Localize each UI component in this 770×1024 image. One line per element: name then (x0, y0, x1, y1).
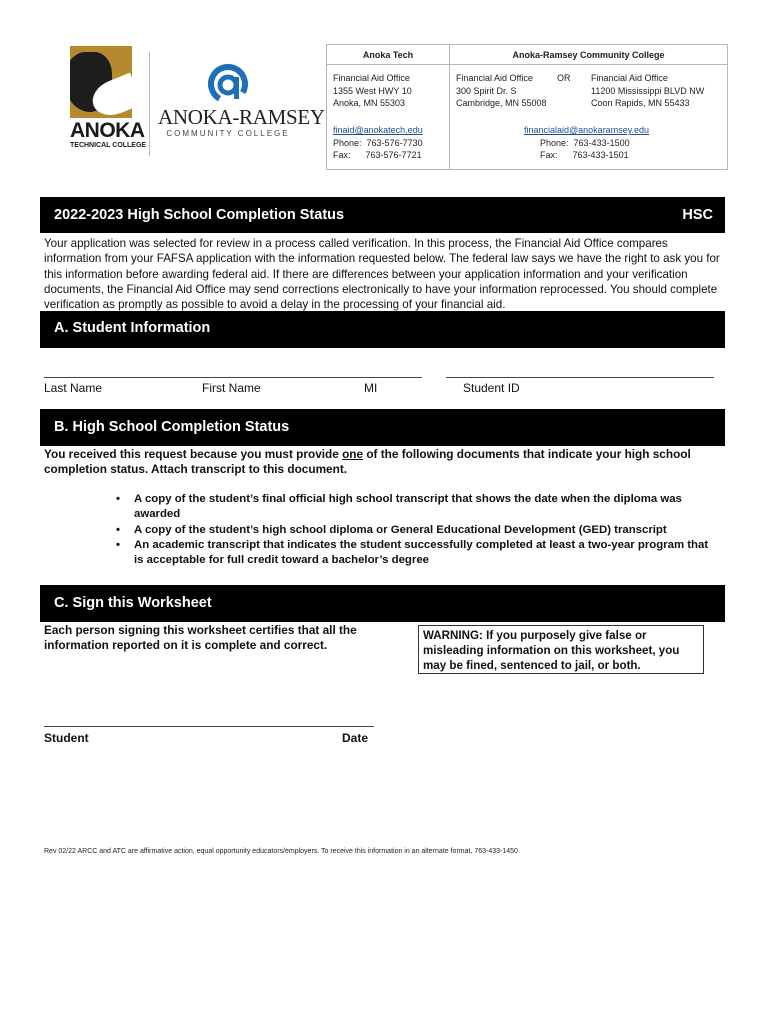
anoka-tech-city: Anoka, MN 55303 (333, 98, 406, 108)
logo-divider (149, 52, 150, 156)
footer-note: Rev 02/22 ARCC and ATC are affirmative action, equal opportunity educators/employers. To receive this information in an alternate format, 763-433-1450 (44, 848, 518, 855)
anoka-tech-office: Financial Aid Office (333, 73, 410, 83)
first-name-label: First Name (202, 381, 261, 395)
section-b-instructions: You received this request because you must provide one of the following documents that indicate your high school completion status. Attach transcript to this document. (44, 447, 691, 477)
anoka-tech-logo (70, 46, 147, 158)
arcc-reach (524, 124, 649, 162)
student-id-label: Student ID (463, 381, 520, 395)
section-a-header (40, 311, 725, 348)
arcc-heading: Anoka-Ramsey Community College (512, 50, 665, 60)
section-b-title: B. High School Completion Status (54, 419, 290, 435)
contact-table (326, 44, 728, 170)
anoka-tech-phone: Phone: 763-576-7730 (333, 137, 423, 148)
anoka-tech-street: 1355 West HWY 10 (333, 85, 412, 96)
arcc-coon-rapids-address: Financial Aid Office 11200 Mississippi BLVD NW Coon Rapids, MN 55433 (591, 73, 705, 108)
last-name-label: Last Name (44, 381, 103, 395)
anoka-tech-address (333, 72, 412, 110)
list-item: • A copy of the student’s high school diploma or General Educational Development (GED) transcript (116, 523, 667, 536)
anoka-tech-reach (333, 124, 423, 162)
page-title: 2022-2023 High School Completion Status (54, 207, 345, 223)
arcc-contact (450, 45, 727, 169)
mi-label: MI (364, 381, 378, 395)
section-c-header (40, 585, 725, 622)
arcc-logo-sub: COMMUNITY COLLEGE (166, 129, 290, 138)
section-a-title: A. Student Information (54, 320, 211, 336)
anoka-ramsey-logo (158, 64, 325, 144)
anoka-tech-heading: Anoka Tech (362, 50, 414, 60)
signature-line[interactable] (44, 726, 374, 727)
title-bar (40, 197, 725, 233)
arcc-email-link[interactable]: financialaid@anokaramsey.edu (524, 125, 650, 135)
form-code: HSC (682, 207, 713, 223)
arcc-phone: Phone: 763-433-1500 (540, 137, 630, 148)
anoka-tech-fax: Fax: 763-576-7721 (333, 150, 422, 160)
student-id-line[interactable] (446, 377, 714, 378)
arcc-or-label: OR (557, 73, 571, 83)
document-list (116, 492, 716, 568)
warning-box: WARNING: If you purposely give false or misleading information on this worksheet, you may be fined, sentenced to jail, or both. (418, 625, 704, 674)
list-item: • A copy of the student’s final official high school transcript that shows the date when the diploma was awarded (116, 493, 682, 521)
name-line[interactable] (44, 377, 422, 378)
anoka-tech-contact (327, 45, 450, 169)
anoka-logo-mark-icon (70, 46, 132, 118)
arcc-cambridge-address: Financial Aid Office 300 Spirit Dr. S Cambridge, MN 55008 (456, 73, 547, 108)
certification-text: Each person signing this worksheet certifies that all the information reported on it is complete and correct. (44, 623, 357, 653)
anoka-ramsey-a-icon (208, 64, 248, 104)
arcc-logo-word: ANOKA-RAMSEY (158, 105, 325, 129)
date-label: Date (342, 731, 369, 745)
student-signature-label: Student (44, 731, 89, 745)
anoka-tech-email-link[interactable]: finaid@anokatech.edu (333, 125, 423, 135)
anoka-logo-word: ANOKA (70, 119, 145, 142)
list-item: • An academic transcript that indicates the student successfully completed at least a two-year program that is acceptable for full credit toward a bachelor’s degree (116, 538, 709, 567)
section-b-header (40, 409, 725, 446)
intro-paragraph: Your application was selected for review in a process called verification. In this process, the Financial Aid Office compares information from your FAFSA application with the information requested below. The federal law says we have the right to ask you for this information before awarding federal aid. If there are differences between your application information and your verification documents, the Financial Aid Office may send corrections electronically to have your information reprocessed. You should complete verification as promptly as possible to avoid a delay in the processing of your financial aid. (44, 237, 720, 312)
anoka-logo-sub: TECHNICAL COLLEGE (70, 142, 147, 149)
arcc-fax: Fax: 763-433-1501 (540, 150, 629, 160)
section-c-title: C. Sign this Worksheet (54, 595, 212, 611)
